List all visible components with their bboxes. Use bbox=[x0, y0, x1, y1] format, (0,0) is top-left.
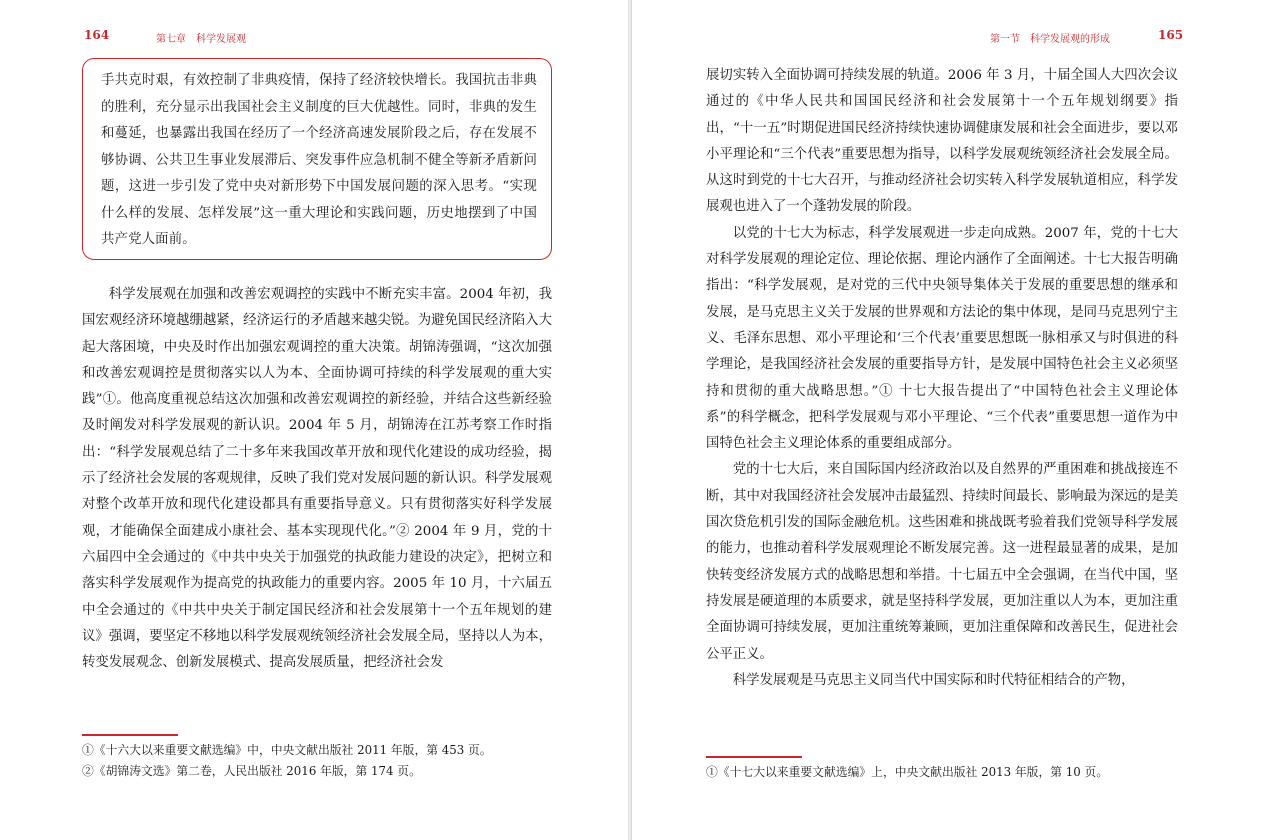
right-body-text bbox=[706, 63, 1178, 694]
right-footnote-rule bbox=[706, 756, 802, 758]
right-running-head: 第一节 科学发展观的形成 bbox=[990, 34, 1110, 45]
footnote-2: ②《胡锦涛文选》第二卷，人民出版社 2016 年版，第 174 页。 bbox=[82, 764, 421, 778]
right-page-number: 165 bbox=[1158, 28, 1184, 42]
right-paragraph-1: 展切实转入全面协调可持续发展的轨道。2006 年 3 月，十届全国人大四次会议通过的《中华人民共和国国民经济和社会发展第十一个五年规划纲要》指出，“十一五”时期促进国民经济持续快速协调健康发展和社会全面进步，要以邓小平理论和“三个代表”重要思想为指导，以科学发展观统领经济社会发展全局。从这时到党的十七大召开，与推动经济社会切实转入科学发展轨道相应，科学发展观也进入了一个蓬勃发展的阶段。 bbox=[706, 68, 1178, 215]
right-footnotes bbox=[706, 762, 1108, 783]
right-paragraph-2: 以党的十七大为标志，科学发展观进一步走向成熟。2007 年，党的十七大对科学发展观的理论定位、理论依据、理论内涵作了全面阐述。十七大报告明确指出：“科学发展观，是对党的三代中央领导集体关于发展的重要思想的继承和发展，是马克思主义关于发展的世界观和方法论的集中体现，是同马克思列宁主义、毛泽东思想、邓小平理论和‘三个代表’重要思想既一脉相承又与时俱进的科学理论，是我国经济社会发展的重要指导方针，是发展中国特色社会主义必须坚持和贯彻的重大战略思想。”① 十七大报告提出了“中国特色社会主义理论体系”的科学概念，把科学发展观与邓小平理论、“三个代表”重要思想一道作为中国特色社会主义理论体系的重要组成部分。 bbox=[706, 225, 1178, 452]
footnote-1: ①《十六大以来重要文献选编》中，中央文献出版社 2011 年版，第 453 页。 bbox=[82, 743, 492, 757]
right-paragraph-3: 党的十七大后，来自国际国内经济政治以及自然界的严重困难和挑战接连不断，其中对我国经济社会发展冲击最猛烈、持续时间最长、影响最为深远的是美国次贷危机引发的国际金融危机。这些困难和挑战既考验着我们党领导科学发展的能力，也推动着科学发展观理论不断发展完善。这一进程最显著的成果，是加快转变经济发展方式的战略思想和举措。十七届五中全会强调，在当代中国，坚持发展是硬道理的本质要求，就是坚持科学发展，更加注重以人为本，更加注重全面协调可持续发展，更加注重统筹兼顾，更加注重保障和改善民生，促进社会公平正义。 bbox=[706, 462, 1178, 662]
boxed-excerpt-text: 手共克时艰，有效控制了非典疫情，保持了经济较快增长。我国抗击非典的胜利，充分显示出我国社会主义制度的巨大优越性。同时，非典的发生和蔓延，也暴露出我国在经历了一个经济高速发展阶段之后，存在发展不够协调、公共卫生事业发展滞后、突发事件应急机制不健全等新矛盾新问题，这进一步引发了党中央对新形势下中国发展问题的深入思考。“实现什么样的发展、怎样发展”这一重大理论和实践问题，历史地摆到了中国共产党人面前。 bbox=[101, 73, 537, 247]
left-body-text bbox=[82, 282, 552, 676]
left-paragraph: 科学发展观在加强和改善宏观调控的实践中不断充实丰富。2004 年初，我国宏观经济环境越绷越紧，经济运行的矛盾越来越尖锐。为避免国民经济陷入大起大落困境，中央及时作出加强宏观调控的重大决策。胡锦涛强调，“这次加强和改善宏观调控是贯彻落实以人为本、全面协调可持续的科学发展观的重大实践”①。他高度重视总结这次加强和改善宏观调控的新经验，并结合这些新经验及时阐发对科学发展观的新认识。2004 年 5 月，胡锦涛在江苏考察工作时指出：“科学发展观总结了二十多年来我国改革开放和现代化建设的成功经验，揭示了经济社会发展的客观规律，反映了我们党对发展问题的新认识。科学发展观对整个改革开放和现代化建设都具有重要指导意义。只有贯彻落实好科学发展观，才能确保全面建成小康社会、基本实现现代化。”② 2004 年 9 月，党的十六届四中全会通过的《中共中央关于加强党的执政能力建设的决定》，把树立和落实科学发展观作为提高党的执政能力的重要内容。2005 年 10 月，十六届五中全会通过的《中共中央关于制定国民经济和社会发展第十一个五年规划的建议》强调，要坚定不移地以科学发展观统领经济社会发展全局，坚持以人为本，转变发展观念、创新发展模式、提高发展质量，把经济社会发 bbox=[82, 287, 552, 671]
footnote-1: ①《十七大以来重要文献选编》上，中央文献出版社 2013 年版，第 10 页。 bbox=[706, 765, 1109, 779]
left-footnotes bbox=[82, 740, 492, 782]
boxed-excerpt bbox=[82, 58, 552, 260]
left-page-number: 164 bbox=[84, 28, 110, 42]
left-page bbox=[0, 0, 628, 840]
right-page bbox=[632, 0, 1266, 840]
right-paragraph-4: 科学发展观是马克思主义同当代中国实际和时代特征相结合的产物， bbox=[732, 672, 1135, 688]
left-running-head: 第七章 科学发展观 bbox=[156, 34, 246, 45]
left-footnote-rule bbox=[82, 734, 178, 736]
